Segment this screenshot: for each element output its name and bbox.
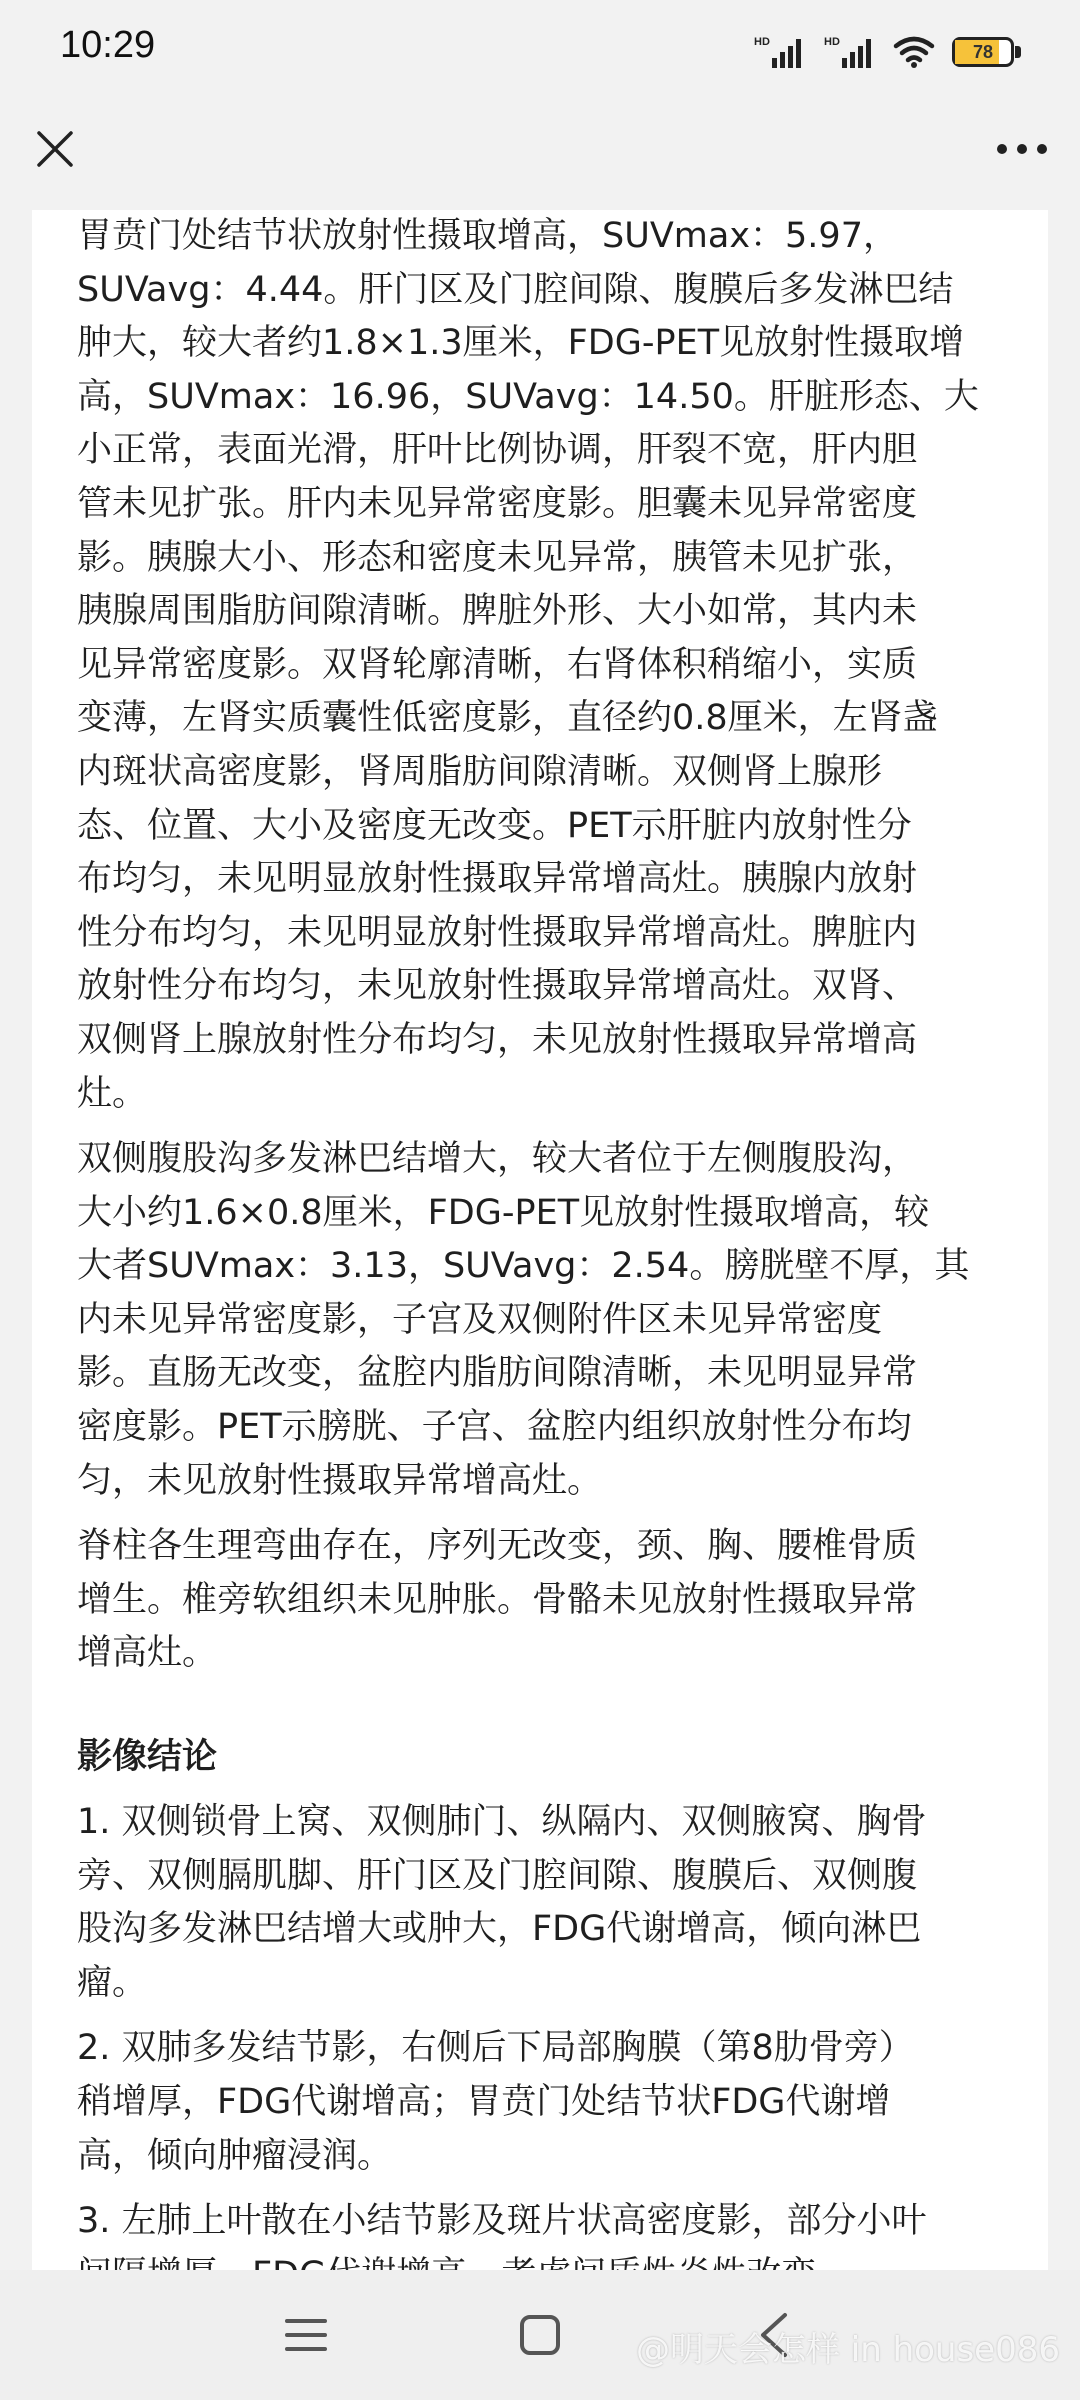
wifi-icon: [894, 36, 934, 68]
hd-signal-icon: [824, 34, 876, 70]
report-paragraph: 胃贲门处结节状放射性摄取增高，SUVmax：5.97， SUVavg：4.44。肝门区及门腔间隙、腹膜后多发淋巴结 肿大，较大者约1.8×1.3厘米，FDG-PET见放射性摄取增 高，SUVmax：16.96，SUVavg：14.50。肝脏形态、大 小正常，表面光滑，肝叶比例协调，肝裂不宽，肝内胆 管未见扩张。肝内未见异常密度影。胆囊未见异常密度 影。胰腺大小、形态和密度未见异常，胰管未见扩张， 胰腺周围脂肪间隙清晰。脾脏外形、大小如常，其内未 见异常密度影。双肾轮廓清晰，右肾体积稍缩小，实质 变薄，左肾实质囊性低密度影，直径约0.8厘米，左肾盏 内斑状高密度影，肾周脂肪间隙清晰。双侧肾上腺形 态、位置、大小及密度无改变。PET示肝脏内放射性分 布均匀，未见明显放射性摄取异常增高灶。胰腺内放射 性分布均匀，未见明显放射性摄取异常增高灶。脾脏内 放射性分布均匀，未见放射性摄取异常增高灶。双肾、 双侧肾上腺放射性分布均匀，未见放射性摄取异常增高 灶。: [77, 216, 979, 1114]
svg-text:HD: HD: [824, 36, 840, 48]
menu-button[interactable]: [266, 2300, 346, 2370]
home-button[interactable]: [500, 2300, 580, 2370]
battery-icon: [952, 37, 1022, 67]
conclusion-item: 1. 双侧锁骨上窝、双侧肺门、纵隔内、双侧腋窝、胸骨 旁、双侧膈肌脚、肝门区及门腔间隙、腹膜后、双侧腹 股沟多发淋巴结增大或肿大，FDG代谢增高，倾向淋巴 瘤。: [77, 1802, 927, 2003]
status-icons: [754, 30, 1022, 74]
report-card[interactable]: [32, 210, 1048, 2270]
home-icon: [519, 2314, 561, 2356]
app-bar: [0, 100, 1080, 210]
svg-text:HD: HD: [754, 36, 770, 48]
status-bar: [0, 0, 1080, 100]
hd-signal-icon: [754, 34, 806, 70]
more-icon: [995, 142, 1049, 156]
navigation-bar: [0, 2270, 1080, 2400]
conclusion-item: 3. 左肺上叶散在小结节影及斑片状高密度影，部分小叶: [77, 2201, 927, 2242]
more-options-button[interactable]: [986, 118, 1058, 180]
close-icon: [33, 127, 77, 171]
report-paragraph: 脊柱各生理弯曲存在，序列无改变，颈、胸、腰椎骨质 增生。椎旁软组织未见肿胀。骨骼未见放射性摄取异常 增高灶。: [77, 1526, 918, 1674]
status-time: 10:29: [60, 24, 156, 66]
watermark: @明天会怎样 in house086: [635, 2330, 1060, 2370]
battery-level: 78: [972, 42, 994, 62]
conclusion-heading: 影像结论: [77, 1737, 218, 1778]
report-paragraph: 双侧腹股沟多发淋巴结增大，较大者位于左侧腹股沟， 大小约1.6×0.8厘米，FDG-PET见放射性摄取增高，较 大者SUVmax：3.13，SUVavg：2.54。膀胱壁不厚，其 内未见异常密度影，子宫及双侧附件区未见异常密度 影。直肠无改变，盆腔内脂肪间隙清晰，未见明显异常 密度影。PET示膀胱、子宫、盆腔内组织放射性分布均 匀，未见放射性摄取异常增高灶。: [77, 1139, 970, 1501]
report-content: [77, 210, 1037, 2314]
close-button[interactable]: [24, 118, 86, 180]
conclusion-item: 2. 双肺多发结节影，右侧后下局部胸膜（第8肋骨旁） 稍增厚，FDG代谢增高；胃贲门处结节状FDG代谢增 高，倾向肿瘤浸润。: [77, 2028, 914, 2176]
menu-icon: [284, 2315, 328, 2355]
